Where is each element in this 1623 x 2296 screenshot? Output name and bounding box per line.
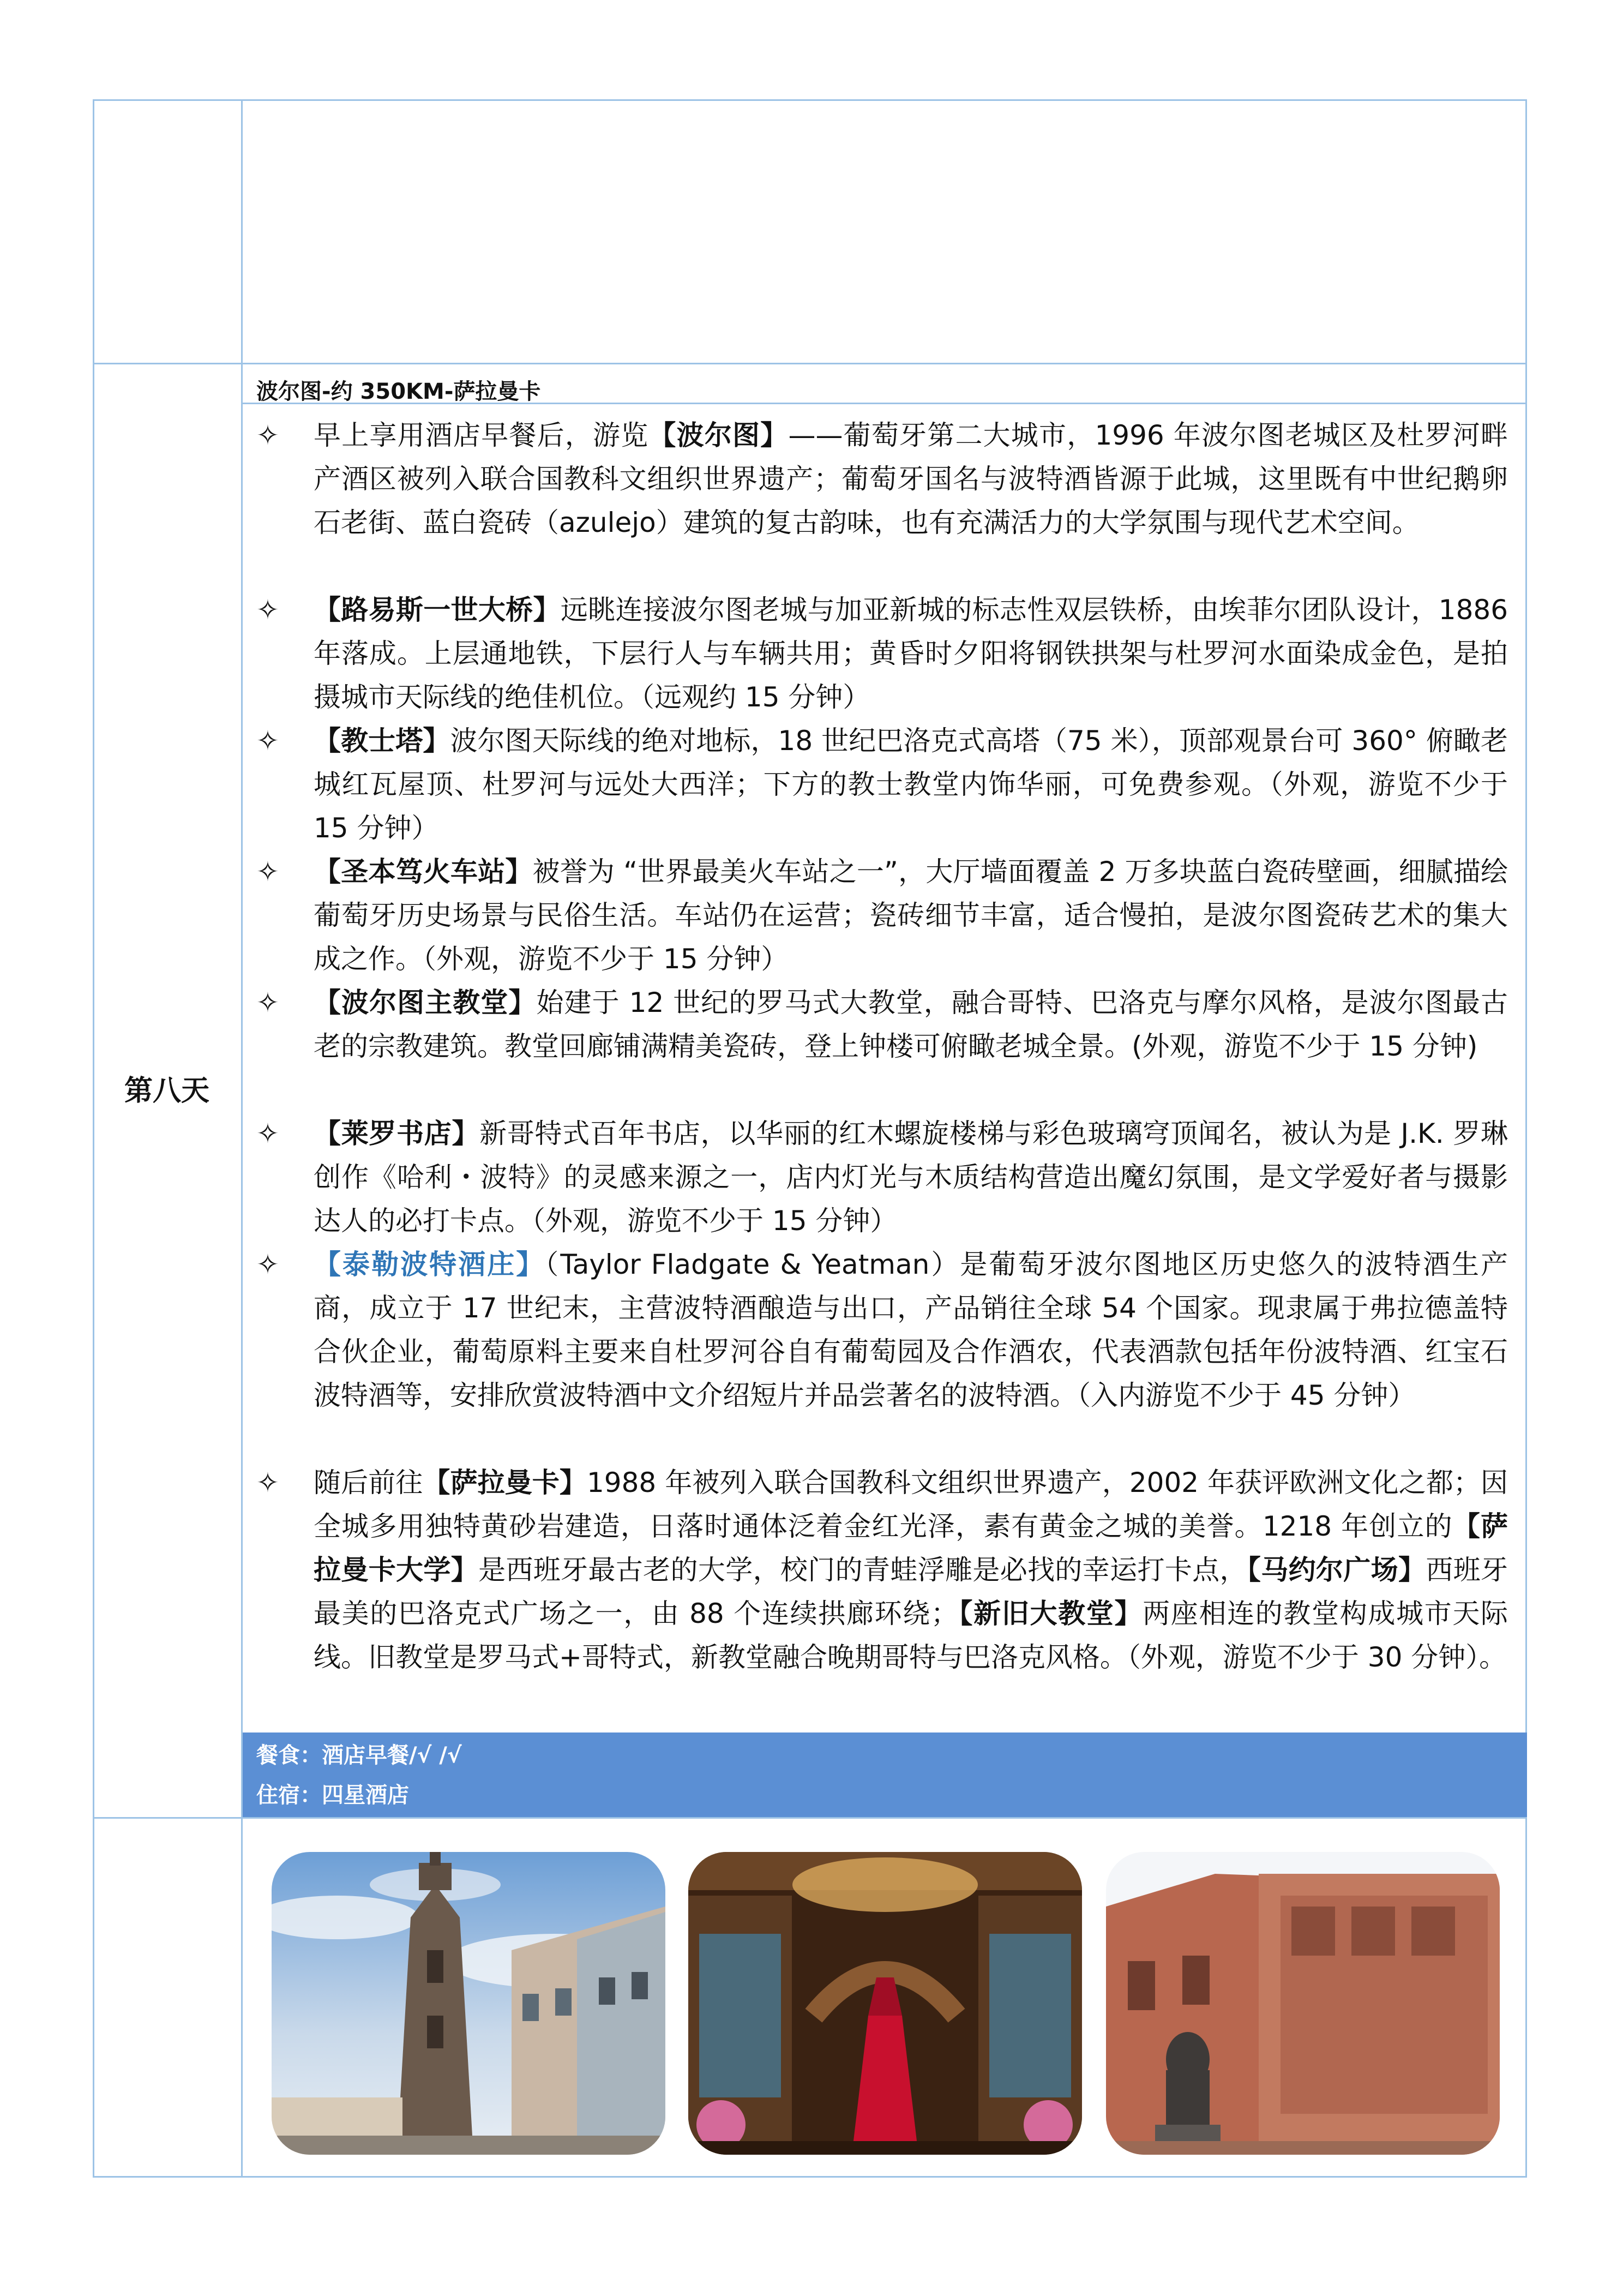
salamanca-university-photo bbox=[1106, 1852, 1500, 2155]
day-label: 第八天 bbox=[124, 1075, 209, 1107]
sparkle-bullet-icon: ✧ bbox=[256, 725, 279, 757]
sparkle-bullet-icon: ✧ bbox=[256, 987, 279, 1018]
sparkle-bullet-icon: ✧ bbox=[256, 1249, 279, 1280]
meals-text: 餐食：酒店早餐/√ /√ bbox=[256, 1743, 462, 1768]
row-divider-top bbox=[93, 363, 1527, 364]
meals-lodging-band bbox=[243, 1733, 1527, 1817]
clerigos-tower-photo bbox=[272, 1852, 665, 2155]
sparkle-bullet-icon: ✧ bbox=[256, 419, 279, 451]
route-title: 波尔图-约 350KM-萨拉曼卡 bbox=[256, 379, 541, 404]
lello-bookstore-photo bbox=[688, 1852, 1082, 2155]
lodging-text: 住宿：四星酒店 bbox=[256, 1783, 409, 1808]
winery-link: 【泰勒波特酒庄】 bbox=[314, 1249, 545, 1280]
sparkle-bullet-icon: ✧ bbox=[256, 594, 279, 626]
row-divider-bottom bbox=[93, 1817, 1527, 1819]
sparkle-bullet-icon: ✧ bbox=[256, 1118, 279, 1149]
sparkle-bullet-icon: ✧ bbox=[256, 856, 279, 888]
column-divider bbox=[241, 99, 243, 2178]
sparkle-bullet-icon: ✧ bbox=[256, 1467, 279, 1498]
